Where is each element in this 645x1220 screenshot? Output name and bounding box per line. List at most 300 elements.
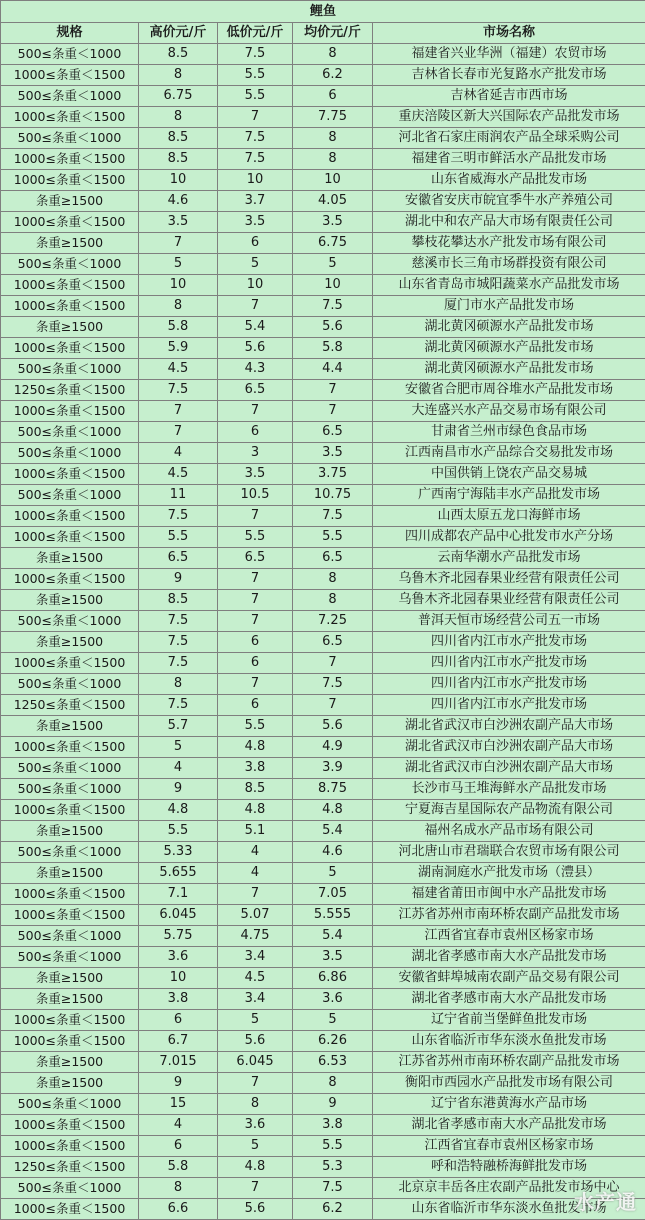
- cell-market-name: 安徽省蚌埠城南农副产品交易有限公司: [373, 968, 645, 989]
- cell-market-name: 山东省临沂市华东淡水鱼批发市场: [373, 1199, 645, 1220]
- cell-high-price: 3.6: [139, 947, 218, 968]
- cell-spec: 条重≥1500: [1, 317, 139, 338]
- cell-low-price: 5.6: [218, 1199, 293, 1220]
- cell-spec: 500≤条重＜1000: [1, 1178, 139, 1199]
- cell-market-name: 厦门市水产品批发市场: [373, 296, 645, 317]
- cell-low-price: 7: [218, 1178, 293, 1199]
- cell-spec: 1000≤条重＜1500: [1, 275, 139, 296]
- cell-low-price: 6: [218, 422, 293, 443]
- cell-avg-price: 5.5: [293, 1136, 373, 1157]
- header-spec: 规格: [1, 23, 139, 44]
- table-row: [1, 842, 645, 863]
- cell-low-price: 6: [218, 653, 293, 674]
- cell-low-price: 5.6: [218, 1031, 293, 1052]
- cell-high-price: 6: [139, 1010, 218, 1031]
- cell-avg-price: 6.2: [293, 1199, 373, 1220]
- cell-spec: 1000≤条重＜1500: [1, 569, 139, 590]
- cell-high-price: 11: [139, 485, 218, 506]
- table-row: [1, 443, 645, 464]
- cell-high-price: 7.5: [139, 632, 218, 653]
- cell-low-price: 7: [218, 506, 293, 527]
- cell-market-name: 四川成都农产品中心批发市水产分场: [373, 527, 645, 548]
- cell-market-name: 山东省青岛市城阳蔬菜水产品批发市场: [373, 275, 645, 296]
- cell-avg-price: 6.26: [293, 1031, 373, 1052]
- cell-low-price: 4.8: [218, 737, 293, 758]
- cell-avg-price: 3.5: [293, 443, 373, 464]
- table-row: [1, 149, 645, 170]
- cell-avg-price: 7: [293, 380, 373, 401]
- header-row: [1, 23, 645, 44]
- cell-market-name: 山东省临沂市华东淡水鱼批发市场: [373, 1031, 645, 1052]
- cell-high-price: 5: [139, 737, 218, 758]
- cell-spec: 500≤条重＜1000: [1, 926, 139, 947]
- cell-low-price: 7: [218, 674, 293, 695]
- cell-avg-price: 5.4: [293, 821, 373, 842]
- cell-high-price: 8: [139, 107, 218, 128]
- cell-spec: 500≤条重＜1000: [1, 1094, 139, 1115]
- cell-avg-price: 3.5: [293, 212, 373, 233]
- cell-low-price: 7: [218, 611, 293, 632]
- cell-avg-price: 5.8: [293, 338, 373, 359]
- cell-avg-price: 8: [293, 149, 373, 170]
- cell-high-price: 5.8: [139, 317, 218, 338]
- cell-low-price: 5.5: [218, 86, 293, 107]
- cell-market-name: 江苏省苏州市南环桥农副产品批发市场: [373, 1052, 645, 1073]
- table-row: [1, 44, 645, 65]
- cell-avg-price: 6.5: [293, 548, 373, 569]
- cell-market-name: 福建省莆田市闽中水产品批发市场: [373, 884, 645, 905]
- cell-high-price: 7.5: [139, 506, 218, 527]
- cell-low-price: 7.5: [218, 149, 293, 170]
- cell-low-price: 4.3: [218, 359, 293, 380]
- cell-low-price: 5.5: [218, 527, 293, 548]
- cell-low-price: 5.1: [218, 821, 293, 842]
- cell-high-price: 9: [139, 779, 218, 800]
- cell-low-price: 6: [218, 695, 293, 716]
- cell-spec: 1000≤条重＜1500: [1, 653, 139, 674]
- cell-market-name: 湖北黄冈硕源水产品批发市场: [373, 338, 645, 359]
- cell-market-name: 湖北省武汉市白沙洲农副产品大市场: [373, 758, 645, 779]
- cell-avg-price: 5: [293, 863, 373, 884]
- cell-low-price: 4.5: [218, 968, 293, 989]
- cell-high-price: 15: [139, 1094, 218, 1115]
- cell-low-price: 7: [218, 884, 293, 905]
- cell-spec: 1000≤条重＜1500: [1, 212, 139, 233]
- cell-spec: 1250≤条重＜1500: [1, 695, 139, 716]
- header-market-name: 市场名称: [373, 23, 645, 44]
- cell-spec: 条重≥1500: [1, 863, 139, 884]
- cell-avg-price: 8: [293, 44, 373, 65]
- cell-market-name: 宁夏海吉星国际农产品物流有限公司: [373, 800, 645, 821]
- cell-avg-price: 10: [293, 170, 373, 191]
- table-row: [1, 86, 645, 107]
- cell-low-price: 7: [218, 590, 293, 611]
- cell-market-name: 吉林省延吉市西市场: [373, 86, 645, 107]
- cell-spec: 条重≥1500: [1, 590, 139, 611]
- cell-low-price: 7: [218, 569, 293, 590]
- cell-low-price: 6.045: [218, 1052, 293, 1073]
- cell-spec: 条重≥1500: [1, 821, 139, 842]
- cell-market-name: 福州名成水产品市场有限公司: [373, 821, 645, 842]
- cell-market-name: 湖北中和农产品大市场有限责任公司: [373, 212, 645, 233]
- cell-market-name: 安徽省安庆市皖宜季牛水产养殖公司: [373, 191, 645, 212]
- table-row: [1, 548, 645, 569]
- cell-spec: 1000≤条重＜1500: [1, 464, 139, 485]
- table-row: [1, 296, 645, 317]
- table-row: [1, 716, 645, 737]
- cell-market-name: 吉林省长春市光复路水产批发市场: [373, 65, 645, 86]
- table-row: [1, 212, 645, 233]
- cell-low-price: 10.5: [218, 485, 293, 506]
- cell-high-price: 7.1: [139, 884, 218, 905]
- cell-high-price: 10: [139, 275, 218, 296]
- cell-high-price: 7.5: [139, 695, 218, 716]
- cell-low-price: 3.4: [218, 947, 293, 968]
- cell-spec: 500≤条重＜1000: [1, 443, 139, 464]
- cell-high-price: 8.5: [139, 44, 218, 65]
- table-row: [1, 989, 645, 1010]
- cell-market-name: 江西南昌市水产品综合交易批发市场: [373, 443, 645, 464]
- cell-avg-price: 5.6: [293, 317, 373, 338]
- cell-market-name: 甘肃省兰州市绿色食品市场: [373, 422, 645, 443]
- cell-avg-price: 7.05: [293, 884, 373, 905]
- cell-spec: 条重≥1500: [1, 548, 139, 569]
- table-row: [1, 275, 645, 296]
- table-row: [1, 338, 645, 359]
- table-row: [1, 1157, 645, 1178]
- cell-market-name: 呼和浩特融桥海鲜批发市场: [373, 1157, 645, 1178]
- cell-low-price: 7: [218, 107, 293, 128]
- cell-high-price: 5.7: [139, 716, 218, 737]
- cell-high-price: 8: [139, 1178, 218, 1199]
- cell-avg-price: 10: [293, 275, 373, 296]
- cell-spec: 1000≤条重＜1500: [1, 884, 139, 905]
- cell-high-price: 8: [139, 296, 218, 317]
- table-row: [1, 569, 645, 590]
- table-row: [1, 191, 645, 212]
- cell-market-name: 江西省宜春市袁州区杨家市场: [373, 926, 645, 947]
- cell-avg-price: 8.75: [293, 779, 373, 800]
- cell-avg-price: 3.5: [293, 947, 373, 968]
- cell-avg-price: 3.9: [293, 758, 373, 779]
- cell-avg-price: 6.86: [293, 968, 373, 989]
- cell-spec: 1000≤条重＜1500: [1, 1199, 139, 1220]
- cell-low-price: 7.5: [218, 128, 293, 149]
- cell-low-price: 4: [218, 863, 293, 884]
- cell-spec: 500≤条重＜1000: [1, 485, 139, 506]
- cell-high-price: 5: [139, 254, 218, 275]
- header-high-price: 高价元/斤: [139, 23, 218, 44]
- cell-spec: 500≤条重＜1000: [1, 86, 139, 107]
- table-row: [1, 800, 645, 821]
- cell-avg-price: 5.3: [293, 1157, 373, 1178]
- cell-spec: 1000≤条重＜1500: [1, 1115, 139, 1136]
- cell-avg-price: 8: [293, 1073, 373, 1094]
- table-row: [1, 359, 645, 380]
- table-row: [1, 590, 645, 611]
- cell-high-price: 5.8: [139, 1157, 218, 1178]
- cell-avg-price: 3.6: [293, 989, 373, 1010]
- cell-high-price: 3.8: [139, 989, 218, 1010]
- cell-avg-price: 5.6: [293, 716, 373, 737]
- cell-market-name: 中国供销上饶农产品交易城: [373, 464, 645, 485]
- cell-market-name: 乌鲁木齐北园春果业经营有限责任公司: [373, 590, 645, 611]
- cell-avg-price: 6.53: [293, 1052, 373, 1073]
- cell-spec: 1000≤条重＜1500: [1, 149, 139, 170]
- cell-market-name: 山东省威海水产品批发市场: [373, 170, 645, 191]
- cell-low-price: 5.4: [218, 317, 293, 338]
- cell-spec: 500≤条重＜1000: [1, 758, 139, 779]
- cell-spec: 1000≤条重＜1500: [1, 1010, 139, 1031]
- table-row: [1, 905, 645, 926]
- cell-market-name: 北京京丰岳各庄农副产品批发市场中心: [373, 1178, 645, 1199]
- cell-spec: 条重≥1500: [1, 191, 139, 212]
- cell-spec: 500≤条重＜1000: [1, 254, 139, 275]
- cell-avg-price: 3.8: [293, 1115, 373, 1136]
- table-row: [1, 926, 645, 947]
- cell-low-price: 6.5: [218, 380, 293, 401]
- cell-avg-price: 7.5: [293, 674, 373, 695]
- cell-high-price: 4: [139, 1115, 218, 1136]
- table-row: [1, 737, 645, 758]
- table-row: [1, 1073, 645, 1094]
- table-row: [1, 422, 645, 443]
- cell-avg-price: 4.4: [293, 359, 373, 380]
- cell-spec: 500≤条重＜1000: [1, 947, 139, 968]
- cell-market-name: 湖北省孝感市南大水产品批发市场: [373, 947, 645, 968]
- cell-low-price: 5.6: [218, 338, 293, 359]
- cell-market-name: 四川省内江市水产批发市场: [373, 653, 645, 674]
- cell-spec: 1000≤条重＜1500: [1, 65, 139, 86]
- cell-low-price: 7: [218, 401, 293, 422]
- cell-spec: 500≤条重＜1000: [1, 842, 139, 863]
- cell-market-name: 湖北黄冈硕源水产品批发市场: [373, 317, 645, 338]
- cell-spec: 500≤条重＜1000: [1, 128, 139, 149]
- cell-spec: 1000≤条重＜1500: [1, 1031, 139, 1052]
- cell-market-name: 湖北省孝感市南大水产品批发市场: [373, 1115, 645, 1136]
- cell-spec: 1000≤条重＜1500: [1, 338, 139, 359]
- cell-low-price: 5: [218, 254, 293, 275]
- cell-high-price: 8: [139, 674, 218, 695]
- table-row: [1, 947, 645, 968]
- table-row: [1, 170, 645, 191]
- cell-low-price: 6: [218, 632, 293, 653]
- cell-avg-price: 4.9: [293, 737, 373, 758]
- cell-market-name: 安徽省合肥市周谷堆水产品批发市场: [373, 380, 645, 401]
- cell-avg-price: 5: [293, 1010, 373, 1031]
- cell-low-price: 3.6: [218, 1115, 293, 1136]
- cell-low-price: 10: [218, 275, 293, 296]
- cell-low-price: 3.5: [218, 464, 293, 485]
- cell-spec: 1000≤条重＜1500: [1, 107, 139, 128]
- cell-high-price: 7.5: [139, 380, 218, 401]
- cell-high-price: 7: [139, 233, 218, 254]
- cell-spec: 条重≥1500: [1, 968, 139, 989]
- cell-high-price: 4.8: [139, 800, 218, 821]
- cell-avg-price: 5.5: [293, 527, 373, 548]
- cell-avg-price: 7: [293, 695, 373, 716]
- cell-high-price: 4.6: [139, 191, 218, 212]
- cell-high-price: 5.33: [139, 842, 218, 863]
- table-row: [1, 863, 645, 884]
- table-row: [1, 128, 645, 149]
- table-row: [1, 485, 645, 506]
- table-row: [1, 107, 645, 128]
- header-avg-price: 均价元/斤: [293, 23, 373, 44]
- cell-market-name: 辽宁省东港黄海水产品市场: [373, 1094, 645, 1115]
- cell-market-name: 辽宁省前当堡鲜鱼批发市场: [373, 1010, 645, 1031]
- cell-market-name: 广西南宁海陆丰水产品批发市场: [373, 485, 645, 506]
- table-row: [1, 1031, 645, 1052]
- cell-avg-price: 3.75: [293, 464, 373, 485]
- cell-market-name: 乌鲁木齐北园春果业经营有限责任公司: [373, 569, 645, 590]
- cell-low-price: 10: [218, 170, 293, 191]
- cell-spec: 条重≥1500: [1, 1052, 139, 1073]
- cell-low-price: 4: [218, 842, 293, 863]
- cell-low-price: 5.5: [218, 716, 293, 737]
- cell-spec: 1000≤条重＜1500: [1, 296, 139, 317]
- cell-market-name: 河北唐山市君瑞联合农贸市场有限公司: [373, 842, 645, 863]
- cell-high-price: 3.5: [139, 212, 218, 233]
- cell-spec: 1000≤条重＜1500: [1, 170, 139, 191]
- cell-avg-price: 5.555: [293, 905, 373, 926]
- cell-low-price: 8.5: [218, 779, 293, 800]
- table-row: [1, 1136, 645, 1157]
- cell-low-price: 7: [218, 296, 293, 317]
- cell-high-price: 8.5: [139, 128, 218, 149]
- cell-market-name: 攀枝花攀达水产批发市场有限公司: [373, 233, 645, 254]
- cell-spec: 条重≥1500: [1, 716, 139, 737]
- watermark-logo: 水产通: [574, 1186, 637, 1215]
- cell-market-name: 普洱天恒市场经营公司五一市场: [373, 611, 645, 632]
- cell-market-name: 四川省内江市水产批发市场: [373, 695, 645, 716]
- cell-market-name: 衡阳市西园水产品批发市场有限公司: [373, 1073, 645, 1094]
- cell-spec: 条重≥1500: [1, 233, 139, 254]
- cell-market-name: 湖北省武汉市白沙洲农副产品大市场: [373, 716, 645, 737]
- cell-avg-price: 8: [293, 128, 373, 149]
- cell-low-price: 7: [218, 1073, 293, 1094]
- table-row: [1, 401, 645, 422]
- cell-high-price: 4: [139, 758, 218, 779]
- title-row: [1, 1, 645, 23]
- cell-avg-price: 5: [293, 254, 373, 275]
- cell-high-price: 8: [139, 65, 218, 86]
- cell-avg-price: 6.75: [293, 233, 373, 254]
- cell-low-price: 4.8: [218, 1157, 293, 1178]
- cell-market-name: 河北省石家庄雨润农产品全球采购公司: [373, 128, 645, 149]
- cell-high-price: 5.655: [139, 863, 218, 884]
- cell-spec: 500≤条重＜1000: [1, 44, 139, 65]
- table-row: [1, 1178, 645, 1199]
- cell-low-price: 3: [218, 443, 293, 464]
- cell-high-price: 5.5: [139, 821, 218, 842]
- cell-high-price: 4.5: [139, 359, 218, 380]
- header-low-price: 低价元/斤: [218, 23, 293, 44]
- cell-high-price: 5.5: [139, 527, 218, 548]
- cell-high-price: 6.7: [139, 1031, 218, 1052]
- cell-high-price: 5.9: [139, 338, 218, 359]
- cell-market-name: 四川省内江市水产批发市场: [373, 632, 645, 653]
- table-row: [1, 380, 645, 401]
- cell-market-name: 福建省三明市鲜活水产品批发市场: [373, 149, 645, 170]
- cell-market-name: 山西太原五龙口海鲜市场: [373, 506, 645, 527]
- cell-avg-price: 7.5: [293, 1178, 373, 1199]
- cell-high-price: 7.015: [139, 1052, 218, 1073]
- cell-high-price: 8.5: [139, 590, 218, 611]
- cell-low-price: 7.5: [218, 44, 293, 65]
- table-row: [1, 1010, 645, 1031]
- cell-avg-price: 8: [293, 569, 373, 590]
- cell-spec: 条重≥1500: [1, 1073, 139, 1094]
- cell-high-price: 6.75: [139, 86, 218, 107]
- cell-avg-price: 7: [293, 653, 373, 674]
- cell-market-name: 大连盛兴水产品交易市场有限公司: [373, 401, 645, 422]
- cell-low-price: 6: [218, 233, 293, 254]
- table-row: [1, 1094, 645, 1115]
- cell-market-name: 四川省内江市水产批发市场: [373, 674, 645, 695]
- cell-avg-price: 4.6: [293, 842, 373, 863]
- cell-high-price: 7: [139, 422, 218, 443]
- cell-avg-price: 6: [293, 86, 373, 107]
- cell-high-price: 6: [139, 1136, 218, 1157]
- table-row: [1, 506, 645, 527]
- cell-market-name: 湖南洞庭水产批发市场（澧县）: [373, 863, 645, 884]
- cell-low-price: 6.5: [218, 548, 293, 569]
- cell-spec: 1000≤条重＜1500: [1, 800, 139, 821]
- cell-low-price: 3.8: [218, 758, 293, 779]
- cell-avg-price: 8: [293, 590, 373, 611]
- table-row: [1, 317, 645, 338]
- cell-low-price: 4.75: [218, 926, 293, 947]
- cell-spec: 1000≤条重＜1500: [1, 401, 139, 422]
- table-row: [1, 1115, 645, 1136]
- cell-avg-price: 4.05: [293, 191, 373, 212]
- cell-high-price: 4: [139, 443, 218, 464]
- cell-avg-price: 10.75: [293, 485, 373, 506]
- cell-market-name: 福建省兴业华洲（福建）农贸市场: [373, 44, 645, 65]
- cell-low-price: 4.8: [218, 800, 293, 821]
- cell-low-price: 8: [218, 1094, 293, 1115]
- cell-market-name: 重庆涪陵区新大兴国际农产品批发市场: [373, 107, 645, 128]
- cell-avg-price: 4.8: [293, 800, 373, 821]
- cell-low-price: 3.7: [218, 191, 293, 212]
- table-row: [1, 464, 645, 485]
- cell-high-price: 8.5: [139, 149, 218, 170]
- table-row: [1, 1199, 645, 1220]
- table-body: [1, 44, 645, 1220]
- cell-market-name: 江西省宜春市袁州区杨家市场: [373, 1136, 645, 1157]
- table-row: [1, 674, 645, 695]
- cell-high-price: 9: [139, 569, 218, 590]
- cell-low-price: 5.5: [218, 65, 293, 86]
- cell-low-price: 3.5: [218, 212, 293, 233]
- cell-high-price: 6.5: [139, 548, 218, 569]
- cell-spec: 500≤条重＜1000: [1, 611, 139, 632]
- table-row: [1, 65, 645, 86]
- cell-spec: 1000≤条重＜1500: [1, 905, 139, 926]
- table-row: [1, 758, 645, 779]
- cell-avg-price: 6.5: [293, 422, 373, 443]
- cell-low-price: 5: [218, 1136, 293, 1157]
- cell-market-name: 慈溪市长三角市场群投资有限公司: [373, 254, 645, 275]
- cell-spec: 1000≤条重＜1500: [1, 506, 139, 527]
- cell-avg-price: 5.4: [293, 926, 373, 947]
- table-row: [1, 611, 645, 632]
- cell-high-price: 10: [139, 170, 218, 191]
- cell-avg-price: 7.25: [293, 611, 373, 632]
- cell-market-name: 江苏省苏州市南环桥农副产品批发市场: [373, 905, 645, 926]
- cell-market-name: 湖北省孝感市南大水产品批发市场: [373, 989, 645, 1010]
